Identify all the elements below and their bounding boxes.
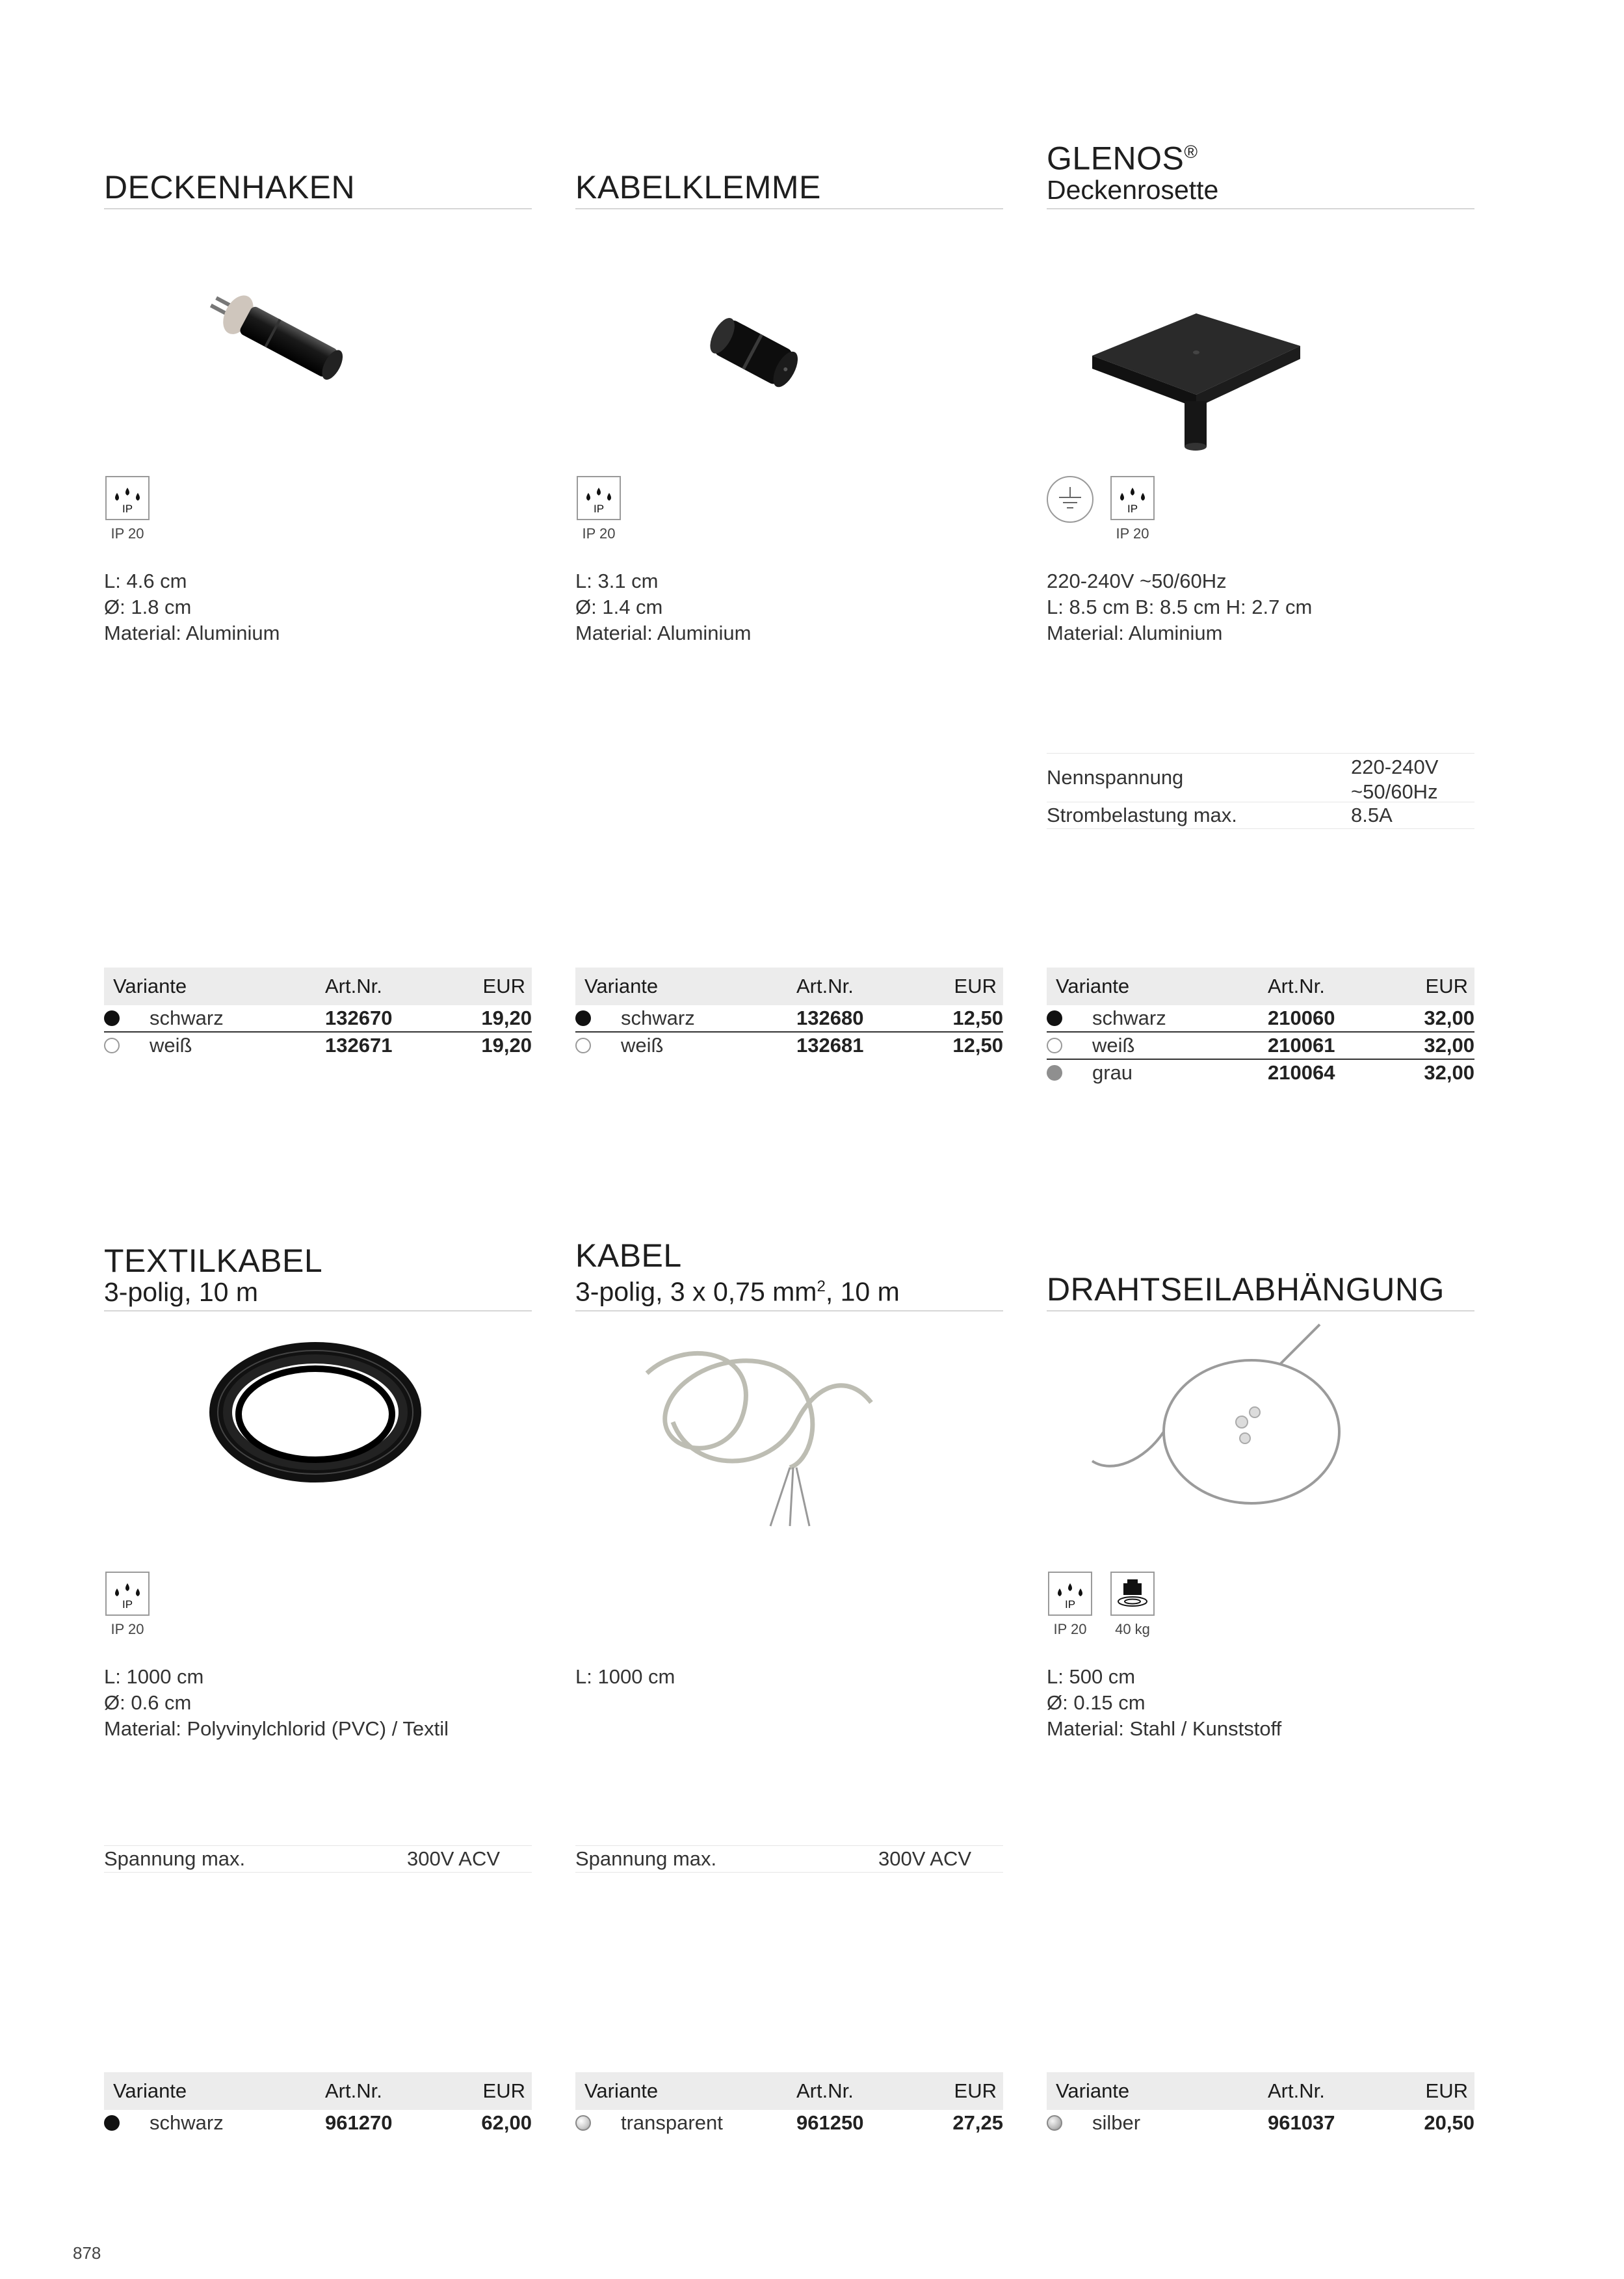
tech-table-textilkabel	[104, 1845, 532, 1873]
variant-table-drahtseilabhaengung	[1047, 2072, 1474, 2136]
feature-icons	[1047, 1572, 1474, 1650]
product-card-textilkabel	[104, 1239, 532, 1742]
variant-table-deckenhaken	[104, 968, 532, 1059]
svg-text:IP: IP	[1127, 503, 1138, 515]
feature-icons	[575, 1572, 1003, 1650]
variant-table-header: Variante Art.Nr. EUR	[104, 2072, 532, 2110]
spec-material: Material: Stahl / Kunststoff	[1047, 1717, 1282, 1740]
color-swatch-black	[104, 2115, 120, 2131]
product-header	[575, 137, 1003, 209]
spec-material: Material: Aluminium	[575, 622, 752, 644]
ip-rating-icon	[105, 1572, 150, 1616]
svg-text:IP: IP	[122, 1598, 133, 1611]
color-swatch-black	[104, 1010, 120, 1026]
color-swatch-white	[575, 1038, 591, 1053]
svg-text:IP: IP	[1064, 1598, 1076, 1611]
product-subtitle: 3-polig, 10 m	[104, 1277, 259, 1307]
product-image-ceiling-rose	[1047, 209, 1474, 476]
variant-row[interactable]: weiß 132681 12,50	[575, 1033, 1003, 1059]
variant-row[interactable]: silber 961037 20,50	[1047, 2110, 1474, 2136]
color-swatch-silver	[1047, 2115, 1062, 2131]
tech-row: Strombelastung max. 8.5A	[1047, 802, 1474, 829]
variant-row[interactable]: grau 210064 32,00	[1047, 1060, 1474, 1086]
variant-row[interactable]: transparent 961250 27,25	[575, 2110, 1003, 2136]
spec-length: L: 4.6 cm	[104, 570, 187, 592]
variant-table-header: Variante Art.Nr. EUR	[104, 968, 532, 1005]
max-load-weight-icon	[1110, 1572, 1155, 1616]
ip-rating-icon	[105, 476, 150, 520]
product-specs	[575, 1664, 1003, 1690]
color-swatch-black	[575, 1010, 591, 1026]
ip-rating-label: IP 20	[111, 525, 144, 542]
spec-material: Material: Aluminium	[1047, 622, 1223, 644]
tech-row: Spannung max. 300V ACV	[575, 1845, 1003, 1873]
feature-icons	[104, 1572, 532, 1650]
color-swatch-transparent	[575, 2115, 591, 2131]
svg-text:IP: IP	[593, 503, 605, 515]
color-swatch-white	[1047, 1038, 1062, 1053]
product-header	[1047, 137, 1474, 209]
product-card-kabelklemme	[575, 137, 1003, 646]
variant-row[interactable]: weiß 132671 19,20	[104, 1033, 532, 1059]
product-subtitle: 3-polig, 3 x 0,75 $mm^2$, 10 m	[575, 1277, 900, 1307]
product-card-kabel	[575, 1239, 1003, 1690]
product-subtitle: Deckenrosette	[1047, 175, 1219, 205]
product-image-ceiling-hook	[104, 209, 532, 476]
variant-row[interactable]: schwarz 210060 32,00	[1047, 1005, 1474, 1033]
tech-table-kabel	[575, 1845, 1003, 1873]
product-header	[1047, 1239, 1474, 1311]
color-swatch-white	[104, 1038, 120, 1053]
variant-table-glenos	[1047, 968, 1474, 1086]
spec-length: L: 1000 cm	[104, 1665, 204, 1688]
ip-rating-label: IP 20	[1116, 525, 1149, 542]
tech-row: Spannung max. 300V ACV	[104, 1845, 532, 1873]
ground-connection-icon	[1047, 476, 1094, 523]
variant-table-header: Variante Art.Nr. EUR	[575, 968, 1003, 1005]
ip-rating-label: IP 20	[1053, 1621, 1087, 1637]
product-title: KABEL	[575, 1237, 682, 1274]
variant-table-header: Variante Art.Nr. EUR	[575, 2072, 1003, 2110]
product-title: DECKENHAKEN	[104, 169, 356, 205]
feature-icons	[1047, 476, 1474, 554]
variant-row[interactable]: weiß 210061 32,00	[1047, 1033, 1474, 1060]
product-title: GLENOS®	[1047, 140, 1198, 177]
color-swatch-black	[1047, 1010, 1062, 1026]
product-specs	[1047, 568, 1474, 646]
product-specs	[104, 1664, 532, 1742]
variant-table-textilkabel	[104, 2072, 532, 2136]
ip-rating-icon	[577, 476, 621, 520]
tech-row: Nennspannung 220-240V ~50/60Hz	[1047, 753, 1474, 802]
spec-voltage: 220-240V ~50/60Hz	[1047, 570, 1227, 592]
spec-length: L: 500 cm	[1047, 1665, 1136, 1688]
product-header	[575, 1239, 1003, 1311]
ip-rating-label: IP 20	[111, 1621, 144, 1637]
product-card-glenos	[1047, 137, 1474, 646]
color-swatch-grey	[1047, 1065, 1062, 1081]
product-image-transparent-cable	[575, 1311, 1003, 1572]
spec-material: Material: Aluminium	[104, 622, 280, 644]
variant-table-header: Variante Art.Nr. EUR	[1047, 968, 1474, 1005]
spec-dimensions: L: 8.5 cm B: 8.5 cm H: 2.7 cm	[1047, 596, 1313, 618]
feature-icons	[575, 476, 1003, 554]
tech-table-glenos	[1047, 753, 1474, 829]
variant-table-kabel	[575, 2072, 1003, 2136]
variant-row[interactable]: schwarz 132670 19,20	[104, 1005, 532, 1033]
product-header	[104, 137, 532, 209]
variant-table-header: Variante Art.Nr. EUR	[1047, 2072, 1474, 2110]
product-title: TEXTILKABEL	[104, 1243, 323, 1279]
registered-mark: ®	[1184, 142, 1198, 163]
product-image-cable-clamp	[575, 209, 1003, 476]
product-specs	[104, 568, 532, 646]
spec-diameter: Ø: 0.15 cm	[1047, 1691, 1146, 1714]
page-number: 878	[73, 2243, 101, 2263]
product-image-textile-cable	[104, 1311, 532, 1572]
svg-text:IP: IP	[122, 503, 133, 515]
feature-icons	[104, 476, 532, 554]
spec-diameter: Ø: 1.4 cm	[575, 596, 663, 618]
product-title: KABELKLEMME	[575, 169, 821, 205]
spec-diameter: Ø: 1.8 cm	[104, 596, 192, 618]
spec-diameter: Ø: 0.6 cm	[104, 1691, 192, 1714]
product-header	[104, 1239, 532, 1311]
product-image-wire-suspension	[1047, 1311, 1474, 1572]
spec-length: L: 3.1 cm	[575, 570, 659, 592]
product-card-drahtseilabhaengung	[1047, 1239, 1474, 1742]
product-title: DRAHTSEILABHÄNGUNG	[1047, 1271, 1445, 1308]
spec-length: L: 1000 cm	[575, 1665, 675, 1688]
variant-table-kabelklemme	[575, 968, 1003, 1059]
variant-row[interactable]: schwarz 132680 12,50	[575, 1005, 1003, 1033]
spec-material: Material: Polyvinylchlorid (PVC) / Textil	[104, 1717, 449, 1740]
max-load-label: 40 kg	[1115, 1621, 1150, 1637]
ip-rating-label: IP 20	[582, 525, 616, 542]
variant-row[interactable]: schwarz 961270 62,00	[104, 2110, 532, 2136]
ip-rating-icon	[1110, 476, 1155, 520]
product-card-deckenhaken	[104, 137, 532, 646]
ip-rating-icon	[1048, 1572, 1092, 1616]
product-specs	[1047, 1664, 1474, 1742]
product-specs	[575, 568, 1003, 646]
